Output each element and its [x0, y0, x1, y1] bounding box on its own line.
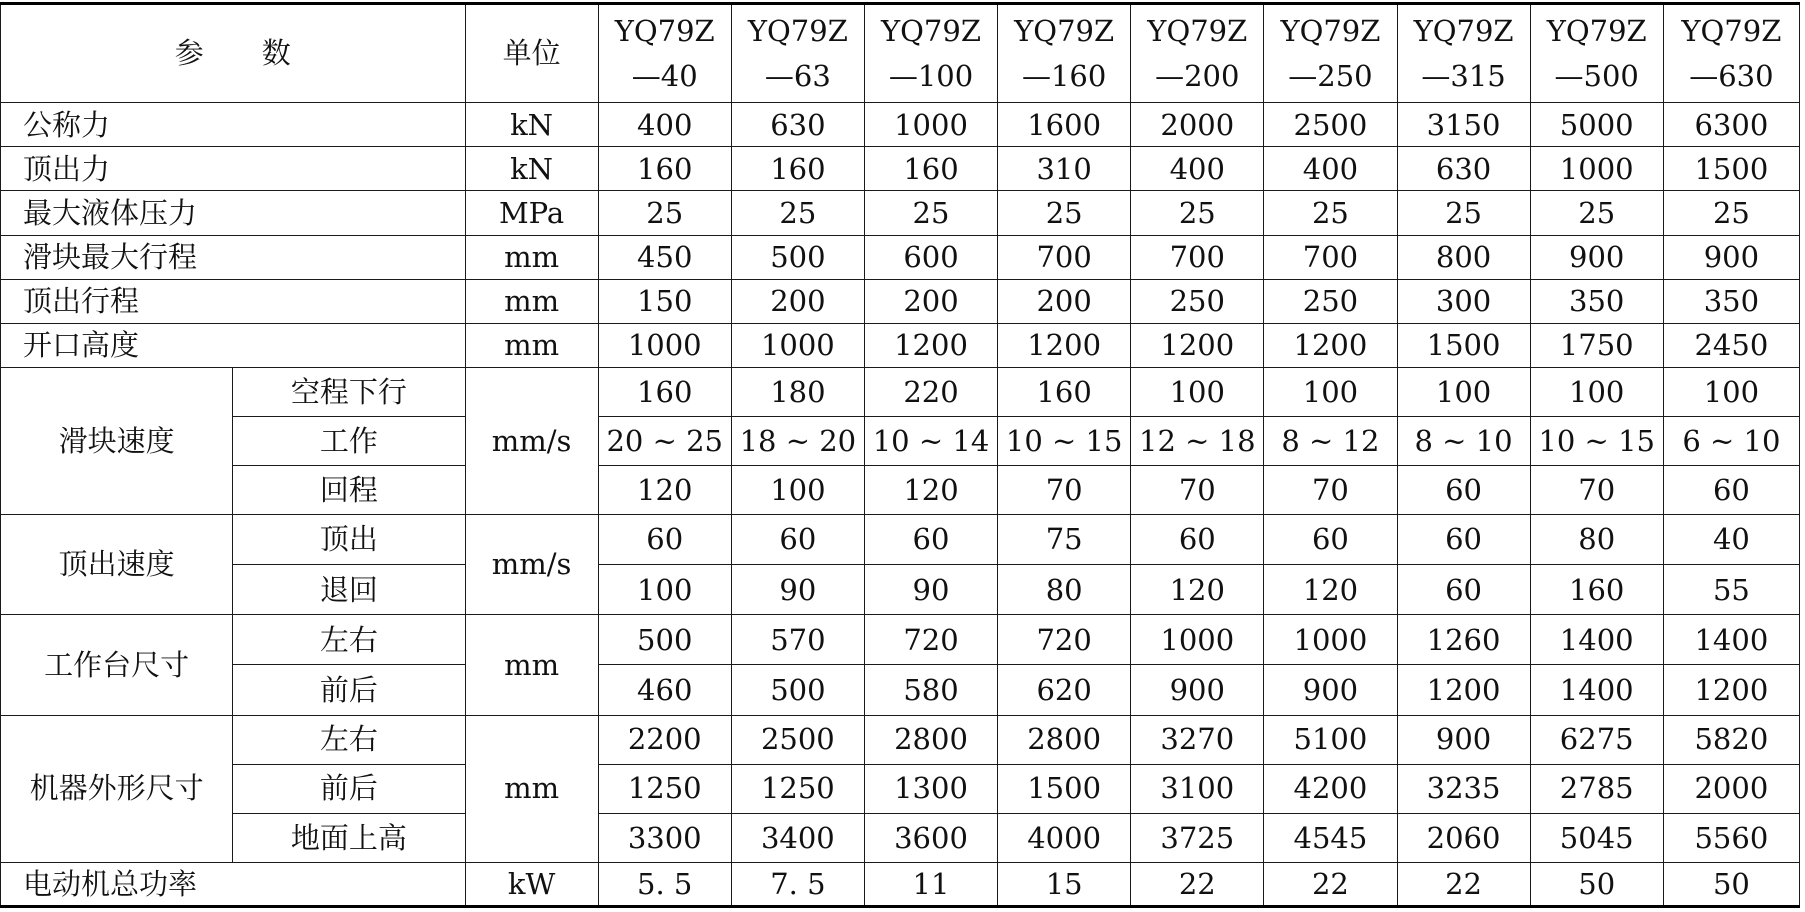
value-cell: 1000 — [1530, 147, 1663, 191]
value-cell: 500 — [731, 235, 864, 279]
value-cell: 1250 — [598, 764, 731, 813]
value-cell: 1600 — [998, 103, 1131, 147]
value-cell: 200 — [731, 279, 864, 323]
value-cell: 5. 5 — [598, 862, 731, 906]
value-cell: 3400 — [731, 813, 864, 862]
model-size: —500 — [1554, 58, 1639, 93]
value-cell: 25 — [598, 191, 731, 235]
sub-label: 空程下行 — [233, 367, 465, 416]
value-cell: 900 — [1131, 665, 1264, 715]
value-cell: 460 — [598, 665, 731, 715]
value-cell: 15 — [998, 862, 1131, 906]
value-cell: 500 — [731, 665, 864, 715]
value-cell: 1750 — [1530, 323, 1663, 367]
value-cell: 60 — [1397, 465, 1530, 514]
model-header — [1397, 4, 1530, 103]
model-header — [864, 4, 997, 103]
row-label: 电动机总功率 — [1, 862, 466, 906]
value-cell: 1200 — [1264, 323, 1397, 367]
header-row — [1, 4, 1800, 103]
value-cell: 720 — [864, 615, 997, 665]
group-label: 机器外形尺寸 — [1, 715, 233, 862]
sub-label: 退回 — [233, 565, 465, 615]
value-cell: 100 — [1530, 367, 1663, 416]
value-cell: 3100 — [1131, 764, 1264, 813]
value-cell: 120 — [1131, 565, 1264, 615]
value-cell: 1260 — [1397, 615, 1530, 665]
value-cell: 25 — [1397, 191, 1530, 235]
value-cell: 50 — [1663, 862, 1799, 906]
row-label: 公称力 — [1, 103, 466, 147]
value-cell: 80 — [998, 565, 1131, 615]
value-cell: 720 — [998, 615, 1131, 665]
value-cell: 8 ~ 10 — [1397, 416, 1530, 465]
value-cell: 800 — [1397, 235, 1530, 279]
value-cell: 80 — [1530, 515, 1663, 565]
value-cell: 630 — [1397, 147, 1530, 191]
row-label: 最大液体压力 — [1, 191, 466, 235]
table-row — [1, 764, 1800, 813]
value-cell: 6 ~ 10 — [1663, 416, 1799, 465]
model-size: —100 — [888, 58, 974, 93]
model-name: YQ79Z — [1147, 13, 1248, 48]
model-name: YQ79Z — [1546, 13, 1647, 48]
value-cell: 60 — [1264, 515, 1397, 565]
model-header — [1663, 4, 1799, 103]
model-name: YQ79Z — [1280, 13, 1381, 48]
value-cell: 75 — [998, 515, 1131, 565]
value-cell: 2500 — [1264, 103, 1397, 147]
value-cell: 60 — [864, 515, 997, 565]
table-row — [1, 416, 1800, 465]
value-cell: 3235 — [1397, 764, 1530, 813]
value-cell: 1250 — [731, 764, 864, 813]
row-label: 顶出行程 — [1, 279, 466, 323]
model-header — [1264, 4, 1397, 103]
value-cell: 250 — [1131, 279, 1264, 323]
value-cell: 25 — [1530, 191, 1663, 235]
value-cell: 620 — [998, 665, 1131, 715]
value-cell: 2800 — [864, 715, 997, 764]
value-cell: 5560 — [1663, 813, 1799, 862]
value-cell: 120 — [1264, 565, 1397, 615]
value-cell: 100 — [1397, 367, 1530, 416]
value-cell: 12 ~ 18 — [1131, 416, 1264, 465]
table-row — [1, 862, 1800, 906]
model-header — [998, 4, 1131, 103]
row-label: 顶出力 — [1, 147, 466, 191]
value-cell: 900 — [1397, 715, 1530, 764]
sub-label: 工作 — [233, 416, 465, 465]
value-cell: 70 — [998, 465, 1131, 514]
group-label: 工作台尺寸 — [1, 615, 233, 715]
value-cell: 2785 — [1530, 764, 1663, 813]
table-row — [1, 813, 1800, 862]
value-cell: 580 — [864, 665, 997, 715]
unit-header: 单位 — [465, 4, 598, 103]
model-size: —200 — [1155, 58, 1240, 93]
value-cell: 25 — [998, 191, 1131, 235]
value-cell: 1200 — [998, 323, 1131, 367]
value-cell: 2000 — [1131, 103, 1264, 147]
model-size: —630 — [1689, 58, 1774, 93]
value-cell: 70 — [1131, 465, 1264, 514]
model-name: YQ79Z — [1413, 13, 1514, 48]
table-row — [1, 147, 1800, 191]
value-cell: 55 — [1663, 565, 1799, 615]
value-cell: 160 — [598, 147, 731, 191]
value-cell: 5045 — [1530, 813, 1663, 862]
model-header — [731, 4, 864, 103]
value-cell: 1500 — [1397, 323, 1530, 367]
value-cell: 200 — [864, 279, 997, 323]
table-row — [1, 565, 1800, 615]
row-label: 滑块最大行程 — [1, 235, 466, 279]
value-cell: 1200 — [864, 323, 997, 367]
value-cell: 70 — [1264, 465, 1397, 514]
value-cell: 90 — [731, 565, 864, 615]
value-cell: 2800 — [998, 715, 1131, 764]
value-cell: 3150 — [1397, 103, 1530, 147]
value-cell: 6300 — [1663, 103, 1799, 147]
group-label: 滑块速度 — [1, 367, 233, 514]
value-cell: 50 — [1530, 862, 1663, 906]
value-cell: 1200 — [1131, 323, 1264, 367]
model-size: —63 — [764, 58, 831, 93]
value-cell: 400 — [1131, 147, 1264, 191]
value-cell: 500 — [598, 615, 731, 665]
value-cell: 2500 — [731, 715, 864, 764]
table-row — [1, 515, 1800, 565]
model-name: YQ79Z — [747, 13, 848, 48]
value-cell: 250 — [1264, 279, 1397, 323]
sub-label: 前后 — [233, 764, 465, 813]
value-cell: 40 — [1663, 515, 1799, 565]
group-label: 顶出速度 — [1, 515, 233, 615]
value-cell: 300 — [1397, 279, 1530, 323]
unit-cell: kN — [465, 147, 598, 191]
value-cell: 220 — [864, 367, 997, 416]
value-cell: 60 — [1131, 515, 1264, 565]
value-cell: 25 — [1264, 191, 1397, 235]
value-cell: 100 — [1264, 367, 1397, 416]
value-cell: 1000 — [731, 323, 864, 367]
value-cell: 900 — [1530, 235, 1663, 279]
value-cell: 400 — [1264, 147, 1397, 191]
value-cell: 310 — [998, 147, 1131, 191]
value-cell: 100 — [1131, 367, 1264, 416]
value-cell: 1000 — [598, 323, 731, 367]
value-cell: 5820 — [1663, 715, 1799, 764]
unit-cell: mm/s — [465, 367, 598, 514]
value-cell: 3600 — [864, 813, 997, 862]
value-cell: 7. 5 — [731, 862, 864, 906]
table-row — [1, 279, 1800, 323]
value-cell: 25 — [731, 191, 864, 235]
value-cell: 100 — [731, 465, 864, 514]
value-cell: 120 — [598, 465, 731, 514]
value-cell: 700 — [998, 235, 1131, 279]
unit-cell: mm — [465, 279, 598, 323]
value-cell: 350 — [1530, 279, 1663, 323]
value-cell: 700 — [1131, 235, 1264, 279]
table-row — [1, 715, 1800, 764]
model-name: YQ79Z — [614, 13, 715, 48]
value-cell: 160 — [598, 367, 731, 416]
value-cell: 18 ~ 20 — [731, 416, 864, 465]
value-cell: 22 — [1397, 862, 1530, 906]
value-cell: 60 — [731, 515, 864, 565]
value-cell: 630 — [731, 103, 864, 147]
table-row — [1, 665, 1800, 715]
value-cell: 22 — [1264, 862, 1397, 906]
value-cell: 180 — [731, 367, 864, 416]
value-cell: 4200 — [1264, 764, 1397, 813]
value-cell: 700 — [1264, 235, 1397, 279]
value-cell: 10 ~ 15 — [1530, 416, 1663, 465]
sub-label: 前后 — [233, 665, 465, 715]
value-cell: 2060 — [1397, 813, 1530, 862]
model-size: —160 — [1021, 58, 1107, 93]
value-cell: 200 — [998, 279, 1131, 323]
model-name: YQ79Z — [881, 13, 981, 48]
value-cell: 60 — [598, 515, 731, 565]
value-cell: 60 — [1397, 515, 1530, 565]
value-cell: 25 — [1131, 191, 1264, 235]
value-cell: 1200 — [1663, 665, 1799, 715]
unit-cell: mm — [465, 323, 598, 367]
row-label: 开口高度 — [1, 323, 466, 367]
value-cell: 600 — [864, 235, 997, 279]
value-cell: 3725 — [1131, 813, 1264, 862]
table-row — [1, 323, 1800, 367]
value-cell: 100 — [1663, 367, 1799, 416]
value-cell: 4000 — [998, 813, 1131, 862]
value-cell: 10 ~ 15 — [998, 416, 1131, 465]
sub-label: 地面上高 — [233, 813, 465, 862]
value-cell: 1400 — [1663, 615, 1799, 665]
sub-label: 回程 — [233, 465, 465, 514]
value-cell: 5000 — [1530, 103, 1663, 147]
sub-label: 顶出 — [233, 515, 465, 565]
param-header: 参 数 — [1, 4, 466, 103]
value-cell: 8 ~ 12 — [1264, 416, 1397, 465]
table-row — [1, 367, 1800, 416]
value-cell: 100 — [598, 565, 731, 615]
unit-cell: mm/s — [465, 515, 598, 615]
value-cell: 25 — [1663, 191, 1799, 235]
value-cell: 1000 — [864, 103, 997, 147]
press-spec-table — [0, 2, 1800, 908]
value-cell: 1400 — [1530, 615, 1663, 665]
model-size: —315 — [1421, 58, 1506, 93]
value-cell: 60 — [1397, 565, 1530, 615]
value-cell: 2200 — [598, 715, 731, 764]
sub-label: 左右 — [233, 615, 465, 665]
model-header — [598, 4, 731, 103]
value-cell: 2450 — [1663, 323, 1799, 367]
value-cell: 160 — [864, 147, 997, 191]
value-cell: 3300 — [598, 813, 731, 862]
value-cell: 20 ~ 25 — [598, 416, 731, 465]
value-cell: 900 — [1264, 665, 1397, 715]
model-name: YQ79Z — [1014, 13, 1115, 48]
table-row — [1, 465, 1800, 514]
value-cell: 400 — [598, 103, 731, 147]
value-cell: 900 — [1663, 235, 1799, 279]
table-row — [1, 191, 1800, 235]
value-cell: 1300 — [864, 764, 997, 813]
model-size: —250 — [1288, 58, 1373, 93]
unit-cell: mm — [465, 615, 598, 715]
value-cell: 2000 — [1663, 764, 1799, 813]
unit-cell: mm — [465, 235, 598, 279]
value-cell: 160 — [731, 147, 864, 191]
sub-label: 左右 — [233, 715, 465, 764]
value-cell: 1200 — [1397, 665, 1530, 715]
value-cell: 1500 — [1663, 147, 1799, 191]
value-cell: 120 — [864, 465, 997, 514]
value-cell: 11 — [864, 862, 997, 906]
model-size: —40 — [631, 58, 698, 93]
value-cell: 1400 — [1530, 665, 1663, 715]
value-cell: 160 — [998, 367, 1131, 416]
value-cell: 70 — [1530, 465, 1663, 514]
value-cell: 450 — [598, 235, 731, 279]
table-row — [1, 615, 1800, 665]
value-cell: 90 — [864, 565, 997, 615]
value-cell: 1000 — [1264, 615, 1397, 665]
unit-cell: mm — [465, 715, 598, 862]
value-cell: 150 — [598, 279, 731, 323]
model-header — [1131, 4, 1264, 103]
value-cell: 6275 — [1530, 715, 1663, 764]
value-cell: 4545 — [1264, 813, 1397, 862]
value-cell: 5100 — [1264, 715, 1397, 764]
value-cell: 22 — [1131, 862, 1264, 906]
value-cell: 570 — [731, 615, 864, 665]
value-cell: 25 — [864, 191, 997, 235]
table-row — [1, 103, 1800, 147]
unit-cell: kN — [465, 103, 598, 147]
value-cell: 1000 — [1131, 615, 1264, 665]
unit-cell: MPa — [465, 191, 598, 235]
value-cell: 160 — [1530, 565, 1663, 615]
value-cell: 350 — [1663, 279, 1799, 323]
value-cell: 3270 — [1131, 715, 1264, 764]
value-cell: 10 ~ 14 — [864, 416, 997, 465]
table-row — [1, 235, 1800, 279]
value-cell: 60 — [1663, 465, 1799, 514]
model-name: YQ79Z — [1681, 13, 1782, 48]
value-cell: 1500 — [998, 764, 1131, 813]
unit-cell: kW — [465, 862, 598, 906]
model-header — [1530, 4, 1663, 103]
